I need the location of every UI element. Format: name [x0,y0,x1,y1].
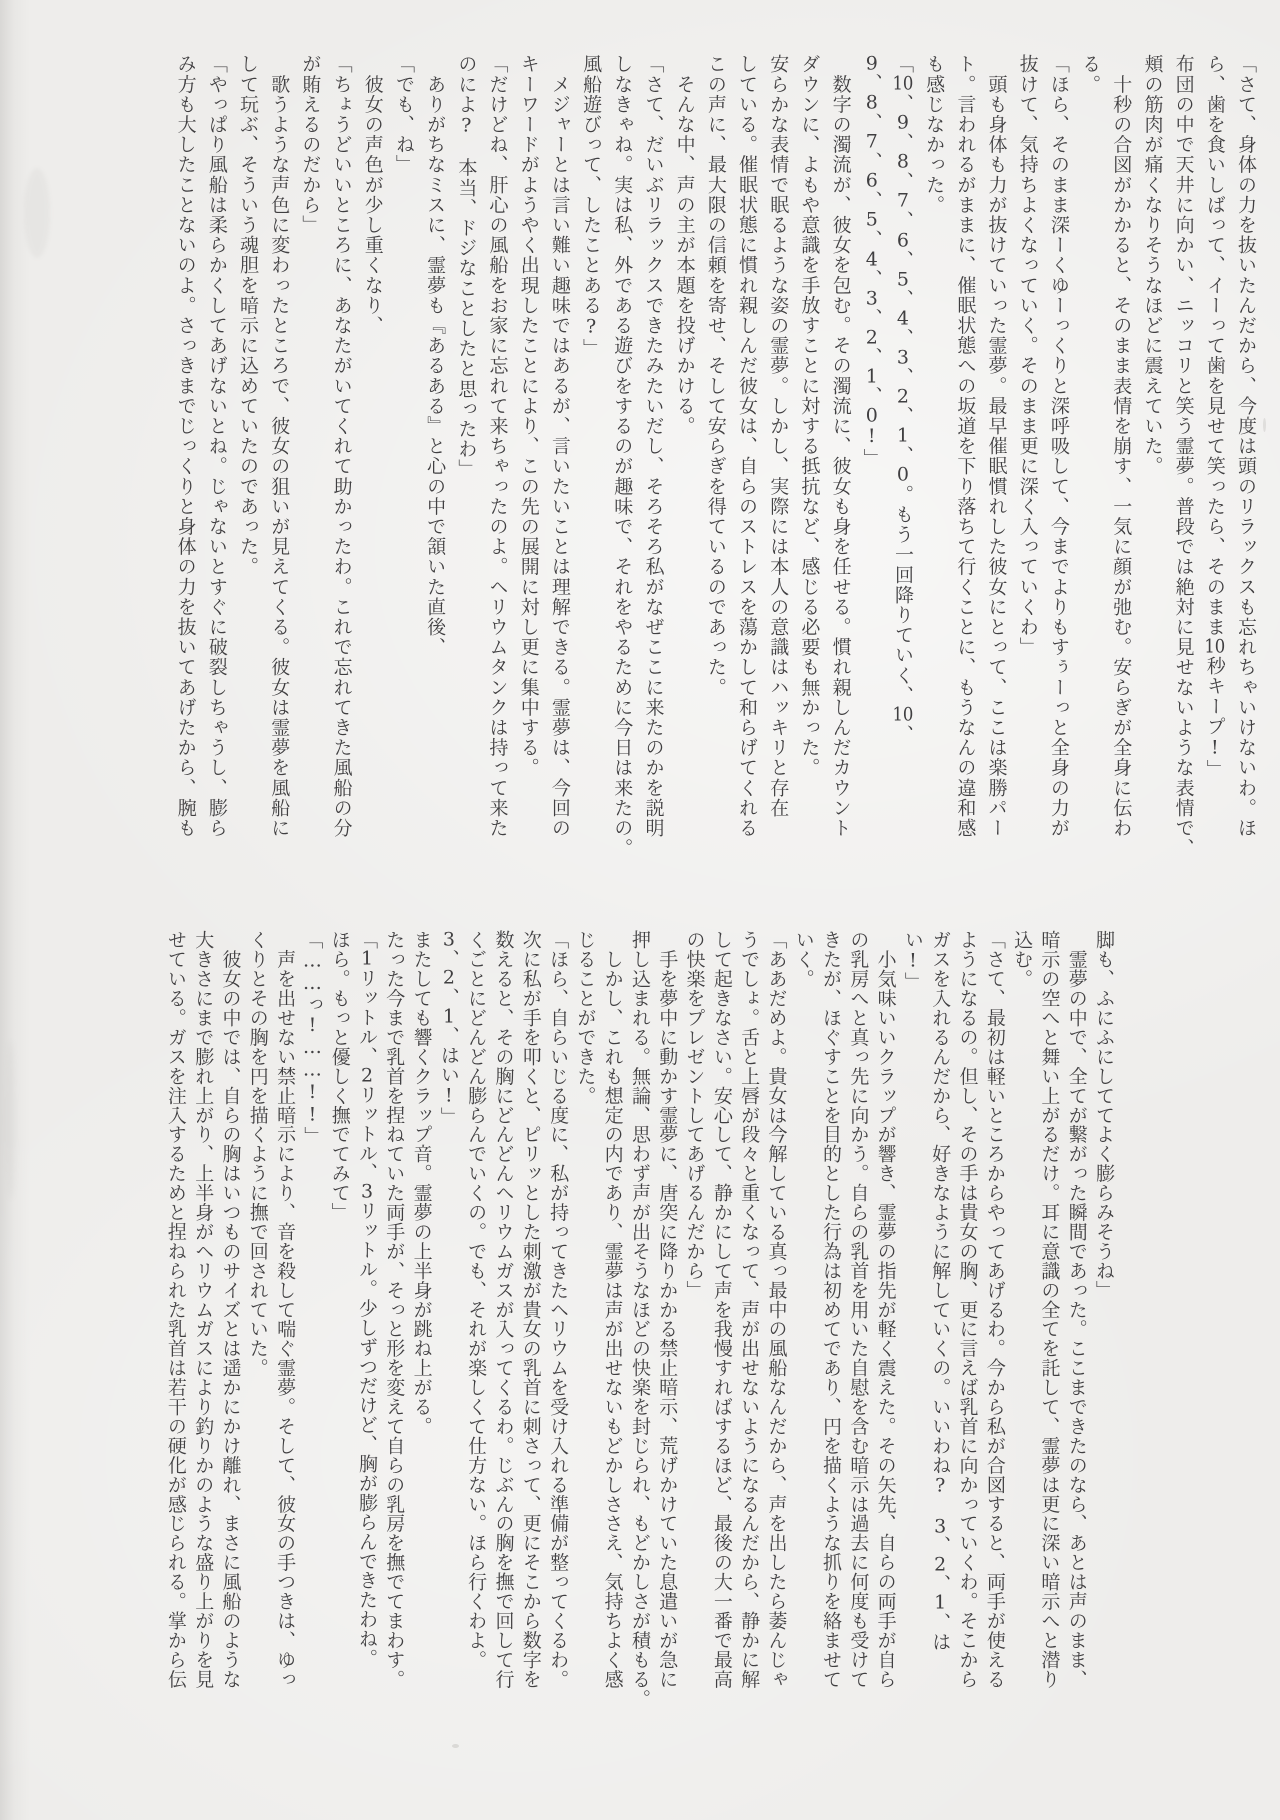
text-column: 「……っ!……!!」 [301,930,324,1146]
text-column: 次に私が手を叩くと、ピリッとした刺激が貴女の乳首に刺さって、更にそこから数字を [519,930,542,1689]
text-column: のによ? 本当、ドジなことしたと思ったわ」 [455,54,478,480]
horizontal-number: 6 [896,230,909,250]
horizontal-number: 7 [865,132,878,152]
horizontal-number: 2 [360,1065,374,1085]
text-column: うでしょ。舌と上唇が段々と重くなって、声が出せないようになるんだから、静かに解 [738,930,761,1689]
text-column: ら、歯を食いしばって、イーって歯を見せて笑ったら、そのまま10秒キープ!」 [1203,54,1226,780]
horizontal-number: 2 [934,1554,947,1574]
top-text-block [160,54,1260,862]
text-column: 大きさにまで膨れ上がり、上半身がヘリウムガスにより釣りかのような盛り上がりを見 [192,930,215,1689]
text-column: 頬の筋肉が痛くなりそうなほどに震えていた。 [1141,54,1164,477]
text-column: しなきゃね。実は私、外である遊びをするのが趣味で、それをやるために今日は来たの。 [611,54,634,858]
text-column: 「でも、ね」 [392,54,415,175]
horizontal-number: 10 [1204,636,1226,656]
text-column: 「さて、身体の力を抜いたんだから、今度は頭のリラックスも忘れちゃいけないわ。ほ [1235,54,1257,838]
horizontal-number: 3 [442,930,455,949]
text-column: ありがちなミスに、霊夢も『あるある』と心の中で頷いた直後、 [424,54,447,657]
text-column: 脚も、ふにふにしててよく膨らみそうね」 [1093,930,1115,1300]
scan-speck [1263,418,1266,432]
text-column: この声に、最大限の信頼を寄せ、そして安らぎを得ているのであった。 [704,54,727,698]
horizontal-number: 8 [896,152,909,172]
text-column: いく。 [792,930,815,989]
text-column: 手を夢中に動かす霊夢に、唐突に降りかかる禁止暗示、荒げかけていた息遣いが急に [656,930,679,1689]
text-column: ようになるの。但し、その手は貴女の胸、更に言えば乳首に向かっていくわ。そこから [956,930,979,1689]
text-column: も感じなかった。 [923,54,946,215]
text-column: 「やっぱり風船は柔らかくしてあげないとね。じゃないとすぐに破裂しちゃうし、膨ら [205,54,228,838]
text-column: 霊夢の中で、全てが繋がった瞬間であった。ここまできたのなら、あとは声のまま、 [1065,930,1088,1689]
horizontal-number: 1 [360,949,374,969]
text-column: 「ほら、自らいじる度に、私が持ってきたヘリウムを受け入れる準備が整ってくるわ。 [547,930,570,1689]
horizontal-number: 3 [896,347,909,367]
text-column: きたが、ほぐすことを目的とした行為は初めてであり、円を描くような抓りを絡ませて [820,930,843,1689]
text-column: が賄えるのだから」 [299,54,322,235]
text-column: 歌うような声色に変わったところで、彼女の狙いが見えてくる。彼女は霊夢を風船に [268,54,291,838]
text-column: ト。言われるがままに、催眠状態への坂道を下り落ちて行くことに、もうなんの違和感 [954,54,977,838]
horizontal-number: 0 [865,405,878,425]
text-column: 「ちょうどいいところに、あなたがいてくれて助かったわ。これで忘れてきた風船の分 [330,54,353,838]
text-column: の快楽をプレゼントしてあげるんだから」 [683,930,706,1300]
horizontal-number: 5 [896,269,909,289]
text-column: い!」 [901,930,924,992]
horizontal-number: 3 [934,1516,947,1536]
horizontal-number: 1 [896,426,909,446]
horizontal-number: 1 [865,366,878,386]
scan-shadow [6,1040,16,1200]
text-column: 「さて、最初は軽いところからやってあげるわ。今から私が合図すると、両手が使える [983,930,1006,1689]
horizontal-number: 3 [360,1181,374,1201]
text-column: 彼女の中では、自らの胸はいつものサイズとは遥かにかけ離れ、まさに風船のような [219,930,242,1689]
horizontal-number: 1 [934,1593,947,1613]
horizontal-number: 0 [896,465,909,485]
text-column: くごとにどんどん膨らんでいくの。でも、それが楽しくて仕方ない。ほら行くわよ。 [465,930,488,1670]
text-column: の乳房へと真っ先に向かう。自らの乳首を用いた自慰を含む暗示は過去に何度も受けて [847,930,870,1689]
text-column: 9、8、7、6、5、4、3、2、1、0!」 [860,54,883,469]
text-column: そんな中、声の主が本題を投げかける。 [673,54,696,436]
horizontal-number: 4 [865,249,878,269]
text-column: 数字の濁流が、彼女を包む。その濁流に、彼女も身を任せる。慣れ親しんだカウント [829,54,852,838]
horizontal-number: 10 [892,705,914,725]
text-column: くりとその胸を円を描くように撫で回されていた。 [246,930,269,1378]
horizontal-number: 3 [865,288,878,308]
text-column: ほら。もっと優しく撫でてみて」 [328,930,351,1222]
text-column: 「ああだめよ。貴女は今解している真っ最中の風船なんだから、声を出したら萎んじゃ [765,930,788,1689]
text-column: メジャーとは言い難い趣味ではあるが、言いたいことは理解できる。霊夢は、今回の [548,54,571,838]
text-column: 安らかな表情で眠るような姿の霊夢。しかし、実際には本人の意識はハッキリと存在 [767,54,790,818]
text-column: 3、2、1、はい!」 [437,930,460,1127]
text-column: して玩ぶ、そういう魂胆を暗示に込めていたのであった。 [237,54,259,577]
horizontal-number: 2 [442,968,455,988]
text-column: 風船遊びって、したことある?」 [580,54,603,359]
horizontal-number: 2 [896,386,909,406]
text-column: キーワードがようやく出現したことにより、この先の展開に対し更に集中する。 [517,54,540,778]
horizontal-number: 9 [896,113,909,133]
scan-shadow [24,168,50,258]
text-column: 小気味いいクラップが響き、霊夢の指先が軽く震えた。その矢先、自らの両手が自ら [874,930,897,1689]
horizontal-number: 4 [896,308,909,328]
text-column: 「1リットル、2リットル、3リットル。少しずつだけど、胸が膨らんできたわね。 [355,930,378,1668]
text-column: またしても響くクラップ音。霊夢の上半身が跳ね上がる。 [410,930,433,1436]
horizontal-number: 7 [896,191,909,211]
scan-speck [452,1744,459,1748]
text-column: しかし、これも想定の内であり、霊夢は声が出せないもどかしささえ、気持ちよく感 [601,930,624,1689]
text-column: 「さて、だいぶリラックスできたみたいだし、そろそろ私がなぜここに来たのかを説明 [642,54,665,838]
text-column: 彼女の声色が少し重くなり、 [361,54,384,336]
horizontal-number: 1 [442,1006,455,1026]
horizontal-number: 6 [865,171,878,191]
text-column: 十秒の合図がかかると、そのまま表情を崩す、一気に顔が弛む。安らぎが全身に伝わ [1110,54,1133,838]
text-column: せている。ガスを注入するためと捏ねられた乳首は若干の硬化が感じられる。掌から伝 [164,930,187,1689]
text-column: たった今まで乳首を捏ねていた両手が、そっと形を変えて自らの乳房を撫でてまわす。 [383,930,406,1689]
text-column: 「10、9、8、7、6、5、4、3、2、1、0。もう一回降りていく、10、 [891,54,914,745]
text-column: 「ほら、そのまま深ーくゆーっくりと深呼吸して、今までよりもすぅーっと全身の力が [1047,54,1070,838]
text-column: 頭も身体も力が抜けていった霊夢。最早催眠慣れした彼女にとって、ここは楽勝パー [985,54,1008,838]
horizontal-number: 9 [865,54,878,73]
text-column: る。 [1079,54,1102,95]
horizontal-number: 10 [892,74,914,94]
text-column: 抜けて、気持ちよくなっていく。そのまま更に深く入っていくわ」 [1016,54,1039,657]
text-column: 込む。 [1011,930,1034,989]
text-column: 押し込まれる。無論、思わず声が出そうなほどの快楽を封じられ、もどかしさが積もる。 [628,930,651,1708]
text-column: している。催眠状態に慣れ親しんだ彼女は、自らのストレスを蕩かして和らげてくれる [736,54,758,838]
bottom-text-block [156,930,1118,1712]
text-column: 声を出せない禁止暗示により、音を殺して喘ぐ霊夢。そして、彼女の手つきは、ゆっ [274,930,297,1689]
text-column: み方も大したことないのよ。さっきまでじっくりと身体の力を抜いてあげたから、腕も [174,54,197,838]
text-column: ダウンに、よもや意識を手放すことに対する抵抗など、感じる必要も無かった。 [798,54,821,778]
horizontal-number: 8 [865,93,878,113]
text-column: 「だけどね、肝心の風船をお家に忘れて来ちゃったのよ。ヘリウムタンクは持って来た [486,54,509,838]
text-column: ガスを入れるんだから、好きなように解していくの。いいわね? 3、2、1、は [929,930,952,1652]
text-column: 数えると、その胸にどんどんヘリウムガスが入ってくるわ。じぶんの胸を撫で回して行 [492,930,515,1689]
text-column: じることができた。 [574,930,597,1106]
text-column: して起きなさい。安心して、静かにして声を我慢すればするほど、最後の大一番で最高 [710,930,733,1689]
text-column: 布団の中で天井に向かい、ニッコリと笑う霊夢。普段では絶対に見せないような表情で、 [1172,54,1195,858]
horizontal-number: 5 [865,210,878,230]
text-column: 暗示の空へと舞い上がるだけ。耳に意識の全てを託して、霊夢は更に深い暗示へと潜り [1038,930,1061,1689]
horizontal-number: 2 [865,327,878,347]
